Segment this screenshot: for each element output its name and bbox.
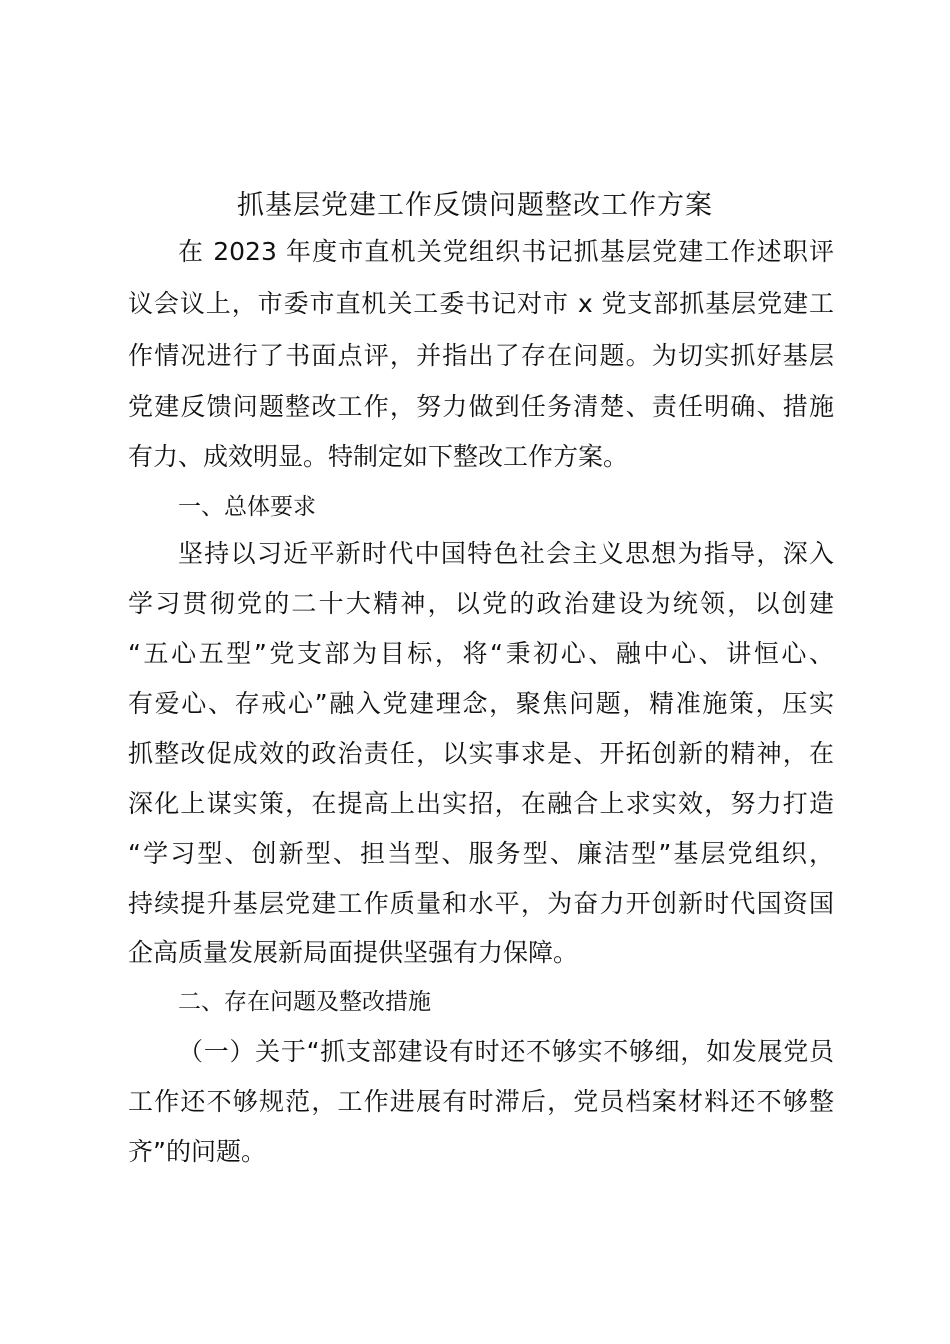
paragraph-line: 在 2023 年度市直机关党组织书记抓基层党建工作述职评 [178,237,834,266]
paragraph-line: 有力、成效明显。特制定如下整改工作方案。 [128,442,629,471]
paragraph-line: 抓整改促成效的政治责任，以实事求是、开拓创新的精神，在 [128,739,834,768]
section-heading: 一、总体要求 [178,494,316,520]
paragraph-line: 议会议上，市委市直机关工委书记对市 x 党支部抓基层党建工 [128,289,834,318]
paragraph-line: 有爱心、存戒心”融入党建理念，聚焦问题，精准施策，压实 [128,689,834,718]
paragraph-line: 作情况进行了书面点评，并指出了存在问题。为切实抓好基层 [128,341,834,370]
section-heading: 二、存在问题及整改措施 [178,989,431,1015]
paragraph-line: 工作还不够规范，工作进展有时滞后，党员档案材料还不够整 [128,1087,834,1116]
paragraph-line: 坚持以习近平新时代中国特色社会主义思想为指导，深入 [178,539,834,568]
paragraph-line: （一）关于“抓支部建设有时还不够实不够细，如发展党员 [178,1037,834,1066]
paragraph-line: 学习贯彻党的二十大精神，以党的政治建设为统领，以创建 [128,589,834,618]
paragraph-line: “学习型、创新型、担当型、服务型、廉洁型”基层党组织， [128,839,834,868]
paragraph-line: 企高质量发展新局面提供坚强有力保障。 [128,938,579,967]
paragraph-line: 持续提升基层党建工作质量和水平，为奋力开创新时代国资国 [128,889,834,918]
paragraph-line: 齐”的问题。 [128,1137,266,1166]
paragraph-line: 党建反馈问题整改工作，努力做到任务清楚、责任明确、措施 [128,392,834,421]
document-title: 抓基层党建工作反馈问题整改工作方案 [237,190,713,221]
paragraph-line: 深化上谋实策，在提高上出实招，在融合上求实效，努力打造 [128,789,834,818]
paragraph-line: “五心五型”党支部为目标，将“秉初心、融中心、讲恒心、 [128,639,834,668]
